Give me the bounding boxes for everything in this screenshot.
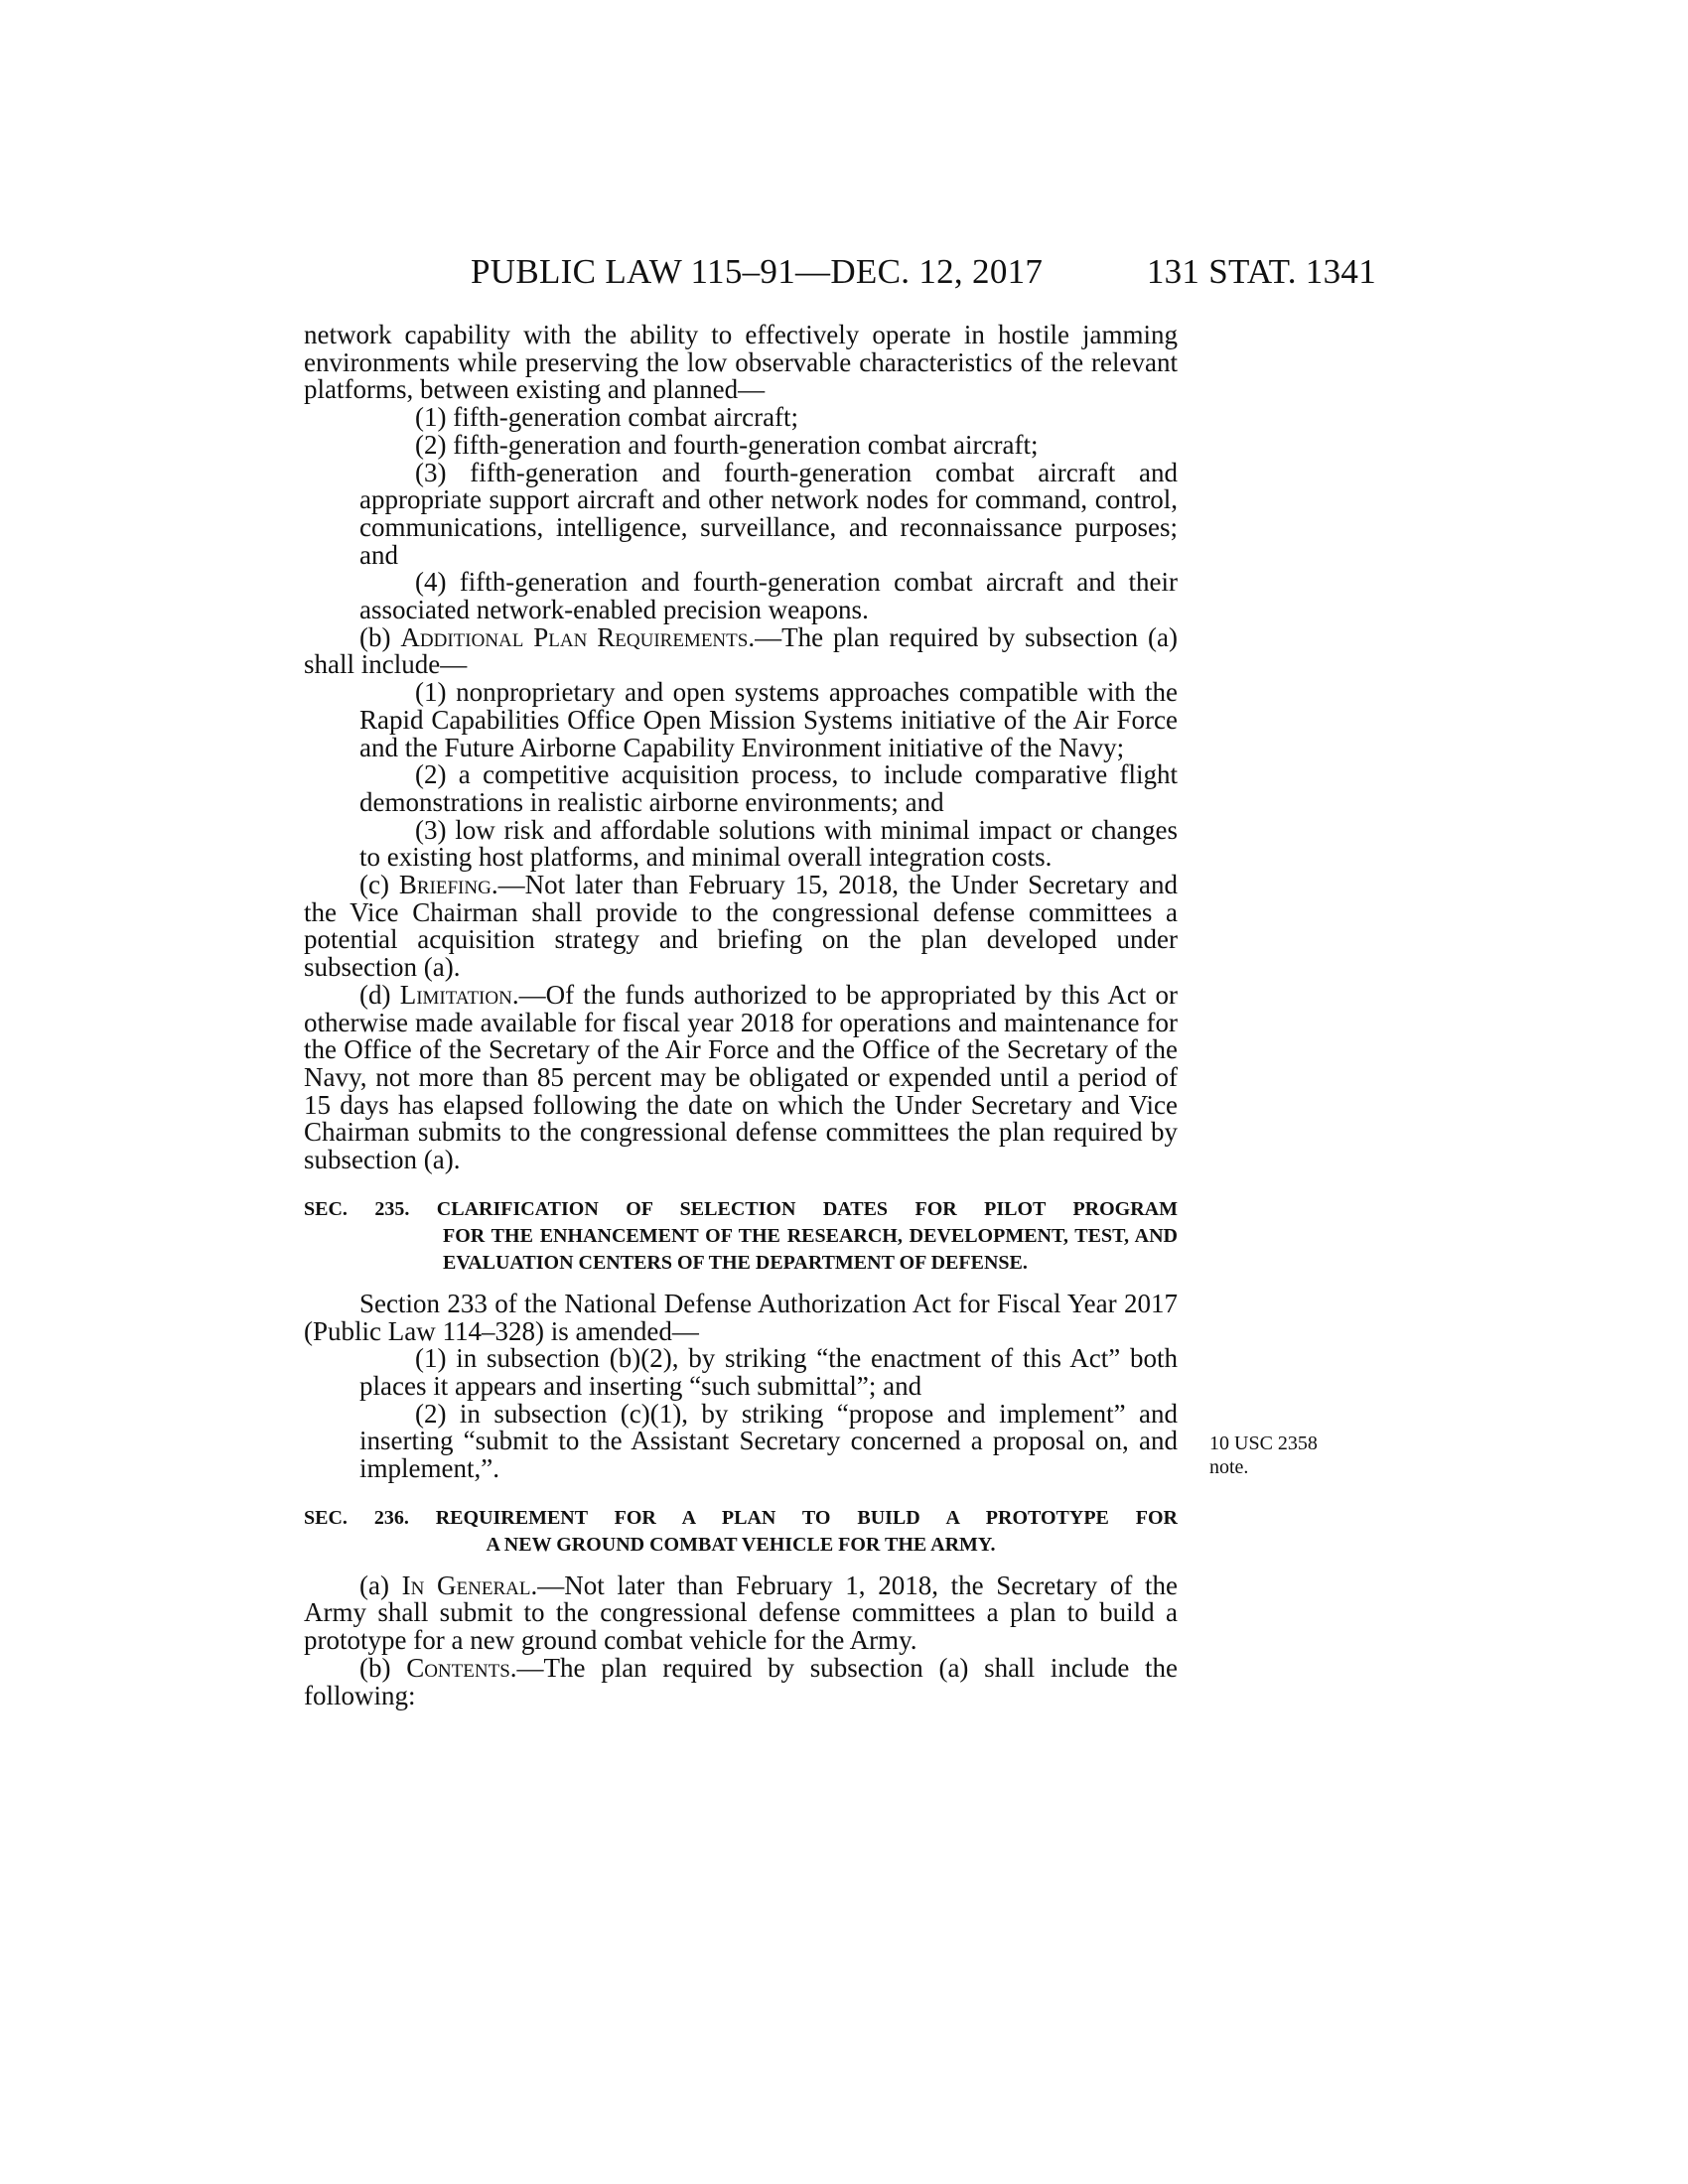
page-header (304, 252, 1376, 292)
subsection-c-label: (c) (359, 870, 399, 900)
subsection-b (304, 621, 1179, 680)
section-236-heading-first: SEC. 236. REQUIREMENT FOR A PLAN TO BUILD A PROTOTYPE FOR (304, 1506, 1178, 1529)
subsection-d-heading: Limitation (399, 979, 512, 1010)
section-236-b-heading: Contents (406, 1652, 510, 1683)
statute-page-reference: 131 STAT. 1341 (1146, 252, 1376, 291)
section-236-a-heading: In General (401, 1570, 531, 1600)
section-236-subsection-b (304, 1652, 1178, 1710)
section-236-b-label: (b) (359, 1652, 407, 1683)
paragraph-b3: (3) low risk and affordable solutions with minimal impact or changes to existing host platforms, and minimal overall integration costs. (359, 814, 1178, 873)
section-236-heading-rest: A NEW GROUND COMBAT VEHICLE FOR THE ARMY. (486, 1533, 996, 1556)
subsection-d-label: (d) (359, 979, 400, 1010)
section-236-heading (304, 1505, 1178, 1559)
section-235-paragraph-2: (2) in subsection (c)(1), by striking “propose and implement” and inserting “submit to the Assistant Secretary concerned a proposal on, and implement,”. (359, 1398, 1178, 1484)
section-235-heading (304, 1196, 1178, 1277)
section-235-heading-rest: FOR THE ENHANCEMENT OF THE RESEARCH, DEVELOPMENT, TEST, AND EVALUATION CENTERS OF THE DEPARTMENT OF DEFENSE. (443, 1224, 1178, 1274)
paragraph-a2: (2) fifth-generation and fourth-generation combat aircraft; (415, 429, 1039, 460)
margin-note-citation: 10 USC 2358 (1209, 1433, 1318, 1454)
paragraph-b2: (2) a competitive acquisition process, to include comparative flight demonstrations in realistic airborne environments; and (359, 759, 1178, 817)
subsection-d-text: .—Of the funds authorized to be appropriated by this Act or otherwise made available for fiscal year 2018 for operations and maintenance for the Office of the Secretary of the Air Force and the Office of the Secretary of the Navy, not more than 85 percent may be obligated or expended until a period of 15 days has elapsed following the date on which the Under Secretary and Vice Chairman submits to the congressional defense committees the plan required by subsection (a). (304, 979, 1179, 1175)
section-235-intro: Section 233 of the National Defense Authorization Act for Fiscal Year 2017 (Public Law 114–328) is amended— (304, 1288, 1178, 1346)
section-235-heading-first: SEC. 235. CLARIFICATION OF SELECTION DATES FOR PILOT PROGRAM (304, 1197, 1178, 1220)
subsection-b-heading: Additional Plan Requirements (400, 621, 749, 652)
paragraph-a4: (4) fifth-generation and fourth-generation combat aircraft and their associated network-enabled precision weapons. (359, 567, 1178, 625)
subsection-c-heading: Briefing (398, 870, 492, 900)
subsection-c-text: .—Not later than February 15, 2018, the Under Secretary and the Vice Chairman shall provide to the congressional defense committees a potential acquisition strategy and briefing on the plan developed under subsection (a). (304, 870, 1178, 983)
subsection-d (304, 979, 1179, 1175)
margin-note (1209, 1432, 1358, 1479)
margin-note-suffix: note. (1209, 1456, 1249, 1478)
section-236-a-label: (a) (359, 1570, 402, 1600)
subsection-b-label: (b) (359, 621, 401, 652)
subsection-b-text: .—The plan required by subsection (a) shall include— (304, 621, 1179, 680)
paragraph-b1: (1) nonproprietary and open systems approaches compatible with the Rapid Capabilities Office Open Mission Systems initiative of the Air Force and the Future Airborne Capability Environment initiative of the Navy; (359, 677, 1178, 762)
paragraph-a3: (3) fifth-generation and fourth-generation combat aircraft and appropriate support aircraft and other network nodes for command, control, communications, intelligence, surveillance, and reconnaissance purposes; and (359, 457, 1178, 570)
section-236-a-text: .—Not later than February 1, 2018, the Secretary of the Army shall submit to the congressional defense committees a plan to build a prototype for a new ground combat vehicle for the Army. (304, 1570, 1178, 1656)
section-235-paragraph-1: (1) in subsection (b)(2), by striking “the enactment of this Act” both places it appears and inserting “such submittal”; and (359, 1343, 1178, 1401)
paragraph-intro: network capability with the ability to effectively operate in hostile jamming environments while preserving the low observable characteristics of the relevant platforms, between existing and planned— (304, 320, 1178, 405)
section-236-subsection-a (304, 1572, 1178, 1655)
subsection-c (304, 872, 1178, 982)
paragraph-a1: (1) fifth-generation combat aircraft; (415, 402, 799, 433)
section-236-b-text: .—The plan required by subsection (a) shall include the following: (304, 1652, 1178, 1710)
running-head: PUBLIC LAW 115–91—DEC. 12, 2017 (471, 252, 1044, 291)
body-text (304, 322, 1178, 1709)
